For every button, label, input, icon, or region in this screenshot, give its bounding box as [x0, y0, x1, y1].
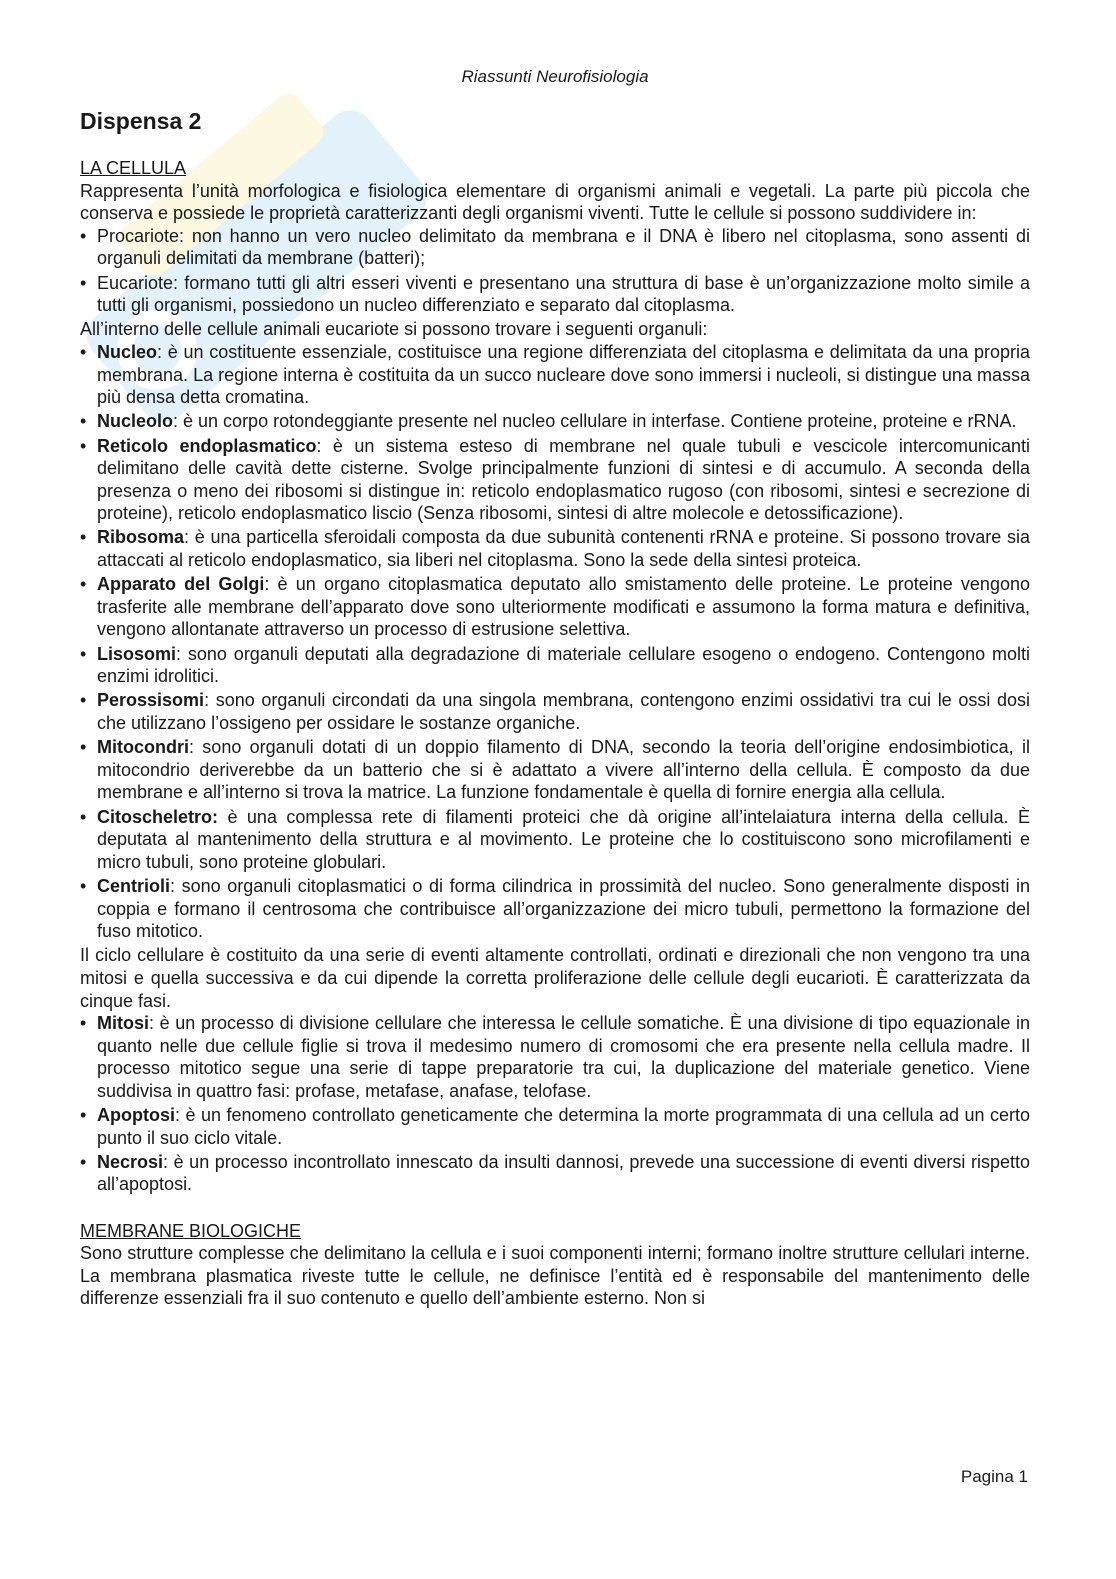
cell-types-list [80, 225, 1030, 317]
list-item: • Nucleolo: è un corpo rotondeggiante presente nel nucleo cellulare in interfase. Contiene proteine, proteine e rRNA. [80, 411, 1017, 432]
cycle-list [80, 1012, 1030, 1196]
term: Apoptosi [97, 1105, 175, 1126]
term: Centrioli [97, 875, 171, 896]
bullet-icon: • [80, 272, 87, 293]
bullet-icon: • [80, 690, 87, 711]
bullet-icon: • [80, 1105, 87, 1126]
bullet-icon: • [80, 527, 87, 548]
list-item: • Nucleo: è un costituente essenziale, costituisce una regione differenziata del citoplasma e delimitata da una propria membrana. La regione interna è costituita da un succo nucleare dove sono immersi i nucleoli, si distingue una massa più densa detta cromatina. [80, 341, 1030, 408]
bullet-icon: • [80, 875, 87, 896]
page-header: Riassunti Neurofisiologia [461, 67, 649, 86]
bullet-icon: • [80, 435, 87, 456]
list-item: • Reticolo endoplasmatico: è un sistema esteso di membrane nel quale tubuli e vescicole intercomunicanti delimitano delle cavità dette cisterne. Svolge principalmente funzioni di sintesi e di accumulo. A seconda della presenza o meno dei ribosomi si distingue in: reticolo endoplasmatico rugoso (con ribosomi, sintesi e secrezione di proteine), reticolo endoplasmatico liscio (Senza ribosomi, sintesi di altre molecole e detossificazione). [80, 435, 1030, 524]
list-item: • Citoscheletro: è una complessa rete di filamenti proteici che dà origine all’intelaiatura interna della cellula. È deputata al mantenimento della struttura e al movimento. Le proteine che lo costituiscono sono microfilamenti e micro tubuli, sono proteine globulari. [80, 806, 1030, 872]
list-item: • Procariote: non hanno un vero nucleo delimitato da membrana e il DNA è libero nel citoplasma, sono assenti di organuli delimitati da membrane (batteri); [80, 225, 1030, 269]
section-spacer [80, 1198, 1030, 1220]
term: Mitocondri [97, 737, 189, 758]
page-number: Pagina 1 [960, 1467, 1028, 1486]
list-item: • Mitocondri: sono organuli dotati di un doppio filamento di DNA, secondo la teoria dell’origine endosimbiotica, il mitocondrio deriverebbe da un batterio che si è adattato a vivere all’interno della cellula. È composto da due membrane e all’interno si trova la matrice. La funzione fondamentale è quella di fornire energia alla cellula. [80, 737, 1030, 803]
term: Citoscheletro: [97, 806, 219, 827]
list-item: • Eucariote: formano tutti gli altri esseri viventi e presentano una struttura di base è un’organizzazione molto simile a tutti gli organismi, possiedono un nucleo differenziato e separato dal citoplasma. [80, 272, 1030, 316]
bullet-icon: • [80, 806, 87, 827]
membrane-intro: Sono strutture complesse che delimitano la cellula e i suoi componenti interni; formano inoltre strutture cellulari interne. La membrana plasmatica riveste tutte le cellule, ne definisce l’entità ed è responsabile del mantenimento delle differenze essenziali fra il suo contenuto e quello dell’ambiente esterno. Non si [80, 1243, 1030, 1309]
cycle-intro: Il ciclo cellulare è costituito da una serie di eventi altamente controllati, ordinati e direzionali che non vengono tra una mitosi e quella successiva e da cui dipende la corretta proliferazione delle cellule degli eucarioti. È caratterizzata da cinque fasi. [80, 945, 1030, 1011]
bullet-icon: • [80, 225, 87, 246]
term: Perossisomi [97, 690, 205, 711]
document-body [80, 157, 1030, 1310]
term: Nucleolo [97, 411, 174, 432]
bullet-icon: • [80, 411, 87, 432]
term: Apparato del Golgi [97, 574, 265, 595]
term: Necrosi [97, 1151, 164, 1172]
bullet-icon: • [80, 737, 87, 758]
list-item: • Necrosi: è un processo incontrollato innescato da insulti dannosi, prevede una successione di eventi diversi rispetto all’apoptosi. [80, 1151, 1030, 1195]
term: Nucleo [97, 341, 158, 362]
term: Reticolo endoplasmatico [97, 435, 317, 456]
bullet-icon: • [80, 1013, 87, 1034]
term: Ribosoma [97, 527, 185, 548]
list-item: • Perossisomi: sono organuli circondati da una singola membrana, contengono enzimi ossidativi tra cui le ossi dosi che utilizzano l’ossigeno per ossidare le sostanze organiche. [80, 690, 1030, 733]
bullet-icon: • [80, 574, 87, 595]
term: Mitosi [97, 1013, 149, 1034]
list-item: • Apparato del Golgi: è un organo citoplasmatica deputato allo smistamento delle proteine. Le proteine vengono trasferite alle membrane dell’apparato dove sono ulteriormente modificati e assumono la forma matura e definitiva, vengono allontanate attraverso un processo di estrusione selettiva. [80, 574, 1030, 640]
list-item: • Centrioli: sono organuli citoplasmatici o di forma cilindrica in prossimità del nucleo. Sono generalmente disposti in coppia e formano il centrosoma che contribuisce all’organizzazione dei micro tubuli, permettono la formazione del fuso mitotico. [80, 875, 1030, 942]
section-heading-membrane: MEMBRANE BIOLOGICHE [80, 1220, 302, 1241]
list-item: • Apoptosi: è un fenomeno controllato geneticamente che determina la morte programmata di una cellula ad un certo punto il suo ciclo vitale. [80, 1105, 1030, 1148]
document-title: Dispensa 2 [80, 108, 202, 134]
bullet-icon: • [80, 341, 87, 362]
list-item: • Lisosomi: sono organuli deputati alla degradazione di materiale cellulare esogeno o endogeno. Contengono molti enzimi idrolitici. [80, 643, 1030, 687]
bullet-icon: • [80, 643, 87, 664]
bullet-icon: • [80, 1151, 87, 1172]
organelles-intro: All’interno delle cellule animali eucariote si possono trovare i seguenti organuli: [80, 319, 708, 340]
list-item: • Ribosoma: è una particella sferoidali composta da due subunità contenenti rRNA e proteine. Si possono trovare sia attaccati al reticolo endoplasmatico, sia liberi nel citoplasma. Sono la sede della sintesi proteica. [80, 527, 1030, 571]
term: Lisosomi [97, 643, 177, 664]
list-item: • Mitosi: è un processo di divisione cellulare che interessa le cellule somatiche. È una divisione di tipo equazionale in quanto nelle due cellule figlie si trova il medesimo numero di cromosomi che era presente nella cellula madre. Il processo mitotico segue una serie di tappe preparatorie tra cui, la duplicazione del materiale genetico. Viene suddivisa in quattro fasi: profase, metafase, anafase, telofase. [80, 1013, 1030, 1101]
section-heading-cellula: LA CELLULA [80, 158, 187, 178]
organelles-list [80, 341, 1030, 943]
cellula-intro: Rappresenta l’unità morfologica e fisiologica elementare di organismi animali e vegetali. La parte più piccola che conserva e possiede le proprietà caratterizzanti degli organismi viventi. Tutte le cellule si possono suddividere in: [80, 180, 1030, 224]
